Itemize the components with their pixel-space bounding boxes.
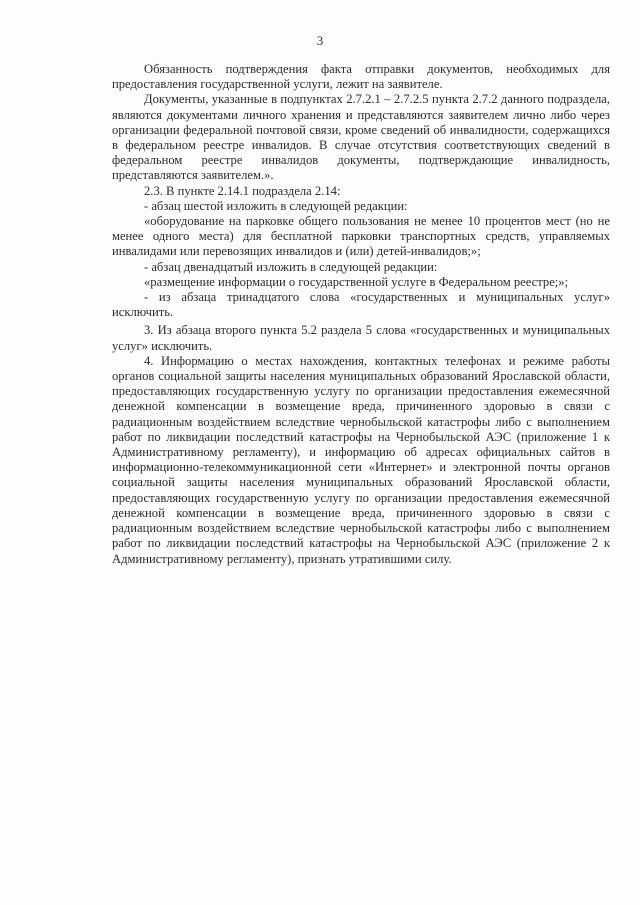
paragraph: «размещение информации о государственной услуге в Федеральном реестре;»; [144,274,569,289]
paragraph: - из абзаца тринадцатого слова «государственных и муниципальных услуг» исключить. [112,290,610,320]
paragraph: «оборудование на парковке общего пользования не менее 10 процентов мест (но не менее одного места) для бесплатной парковки транспортных средств, управляемых инвалидами или перевозящих инвалидов и (или) детей-инвалидов;»; [112,214,610,259]
page-number: 3 [316,33,324,48]
paragraph: - абзац двенадцатый изложить в следующей редакции: [144,259,438,274]
paragraph: - абзац шестой изложить в следующей редакции: [144,198,408,213]
paragraph: 4. Информацию о местах нахождения, контактных телефонах и режиме работы органов социальной защиты населения муниципальных образований Ярославской области, предоставляющих государственную услугу по организации предоставления ежемесячной денежной компенсации в возмещение вреда, причиненного здоровью в связи с радиационным воздействием вследствие чернобыльской катастрофы либо с выполнением работ по ликвидации последствий катастрофы на Чернобыльской АЭС (приложение 1 к Административному регламенту), и информацию об адресах официальных сайтов в информационно-телекоммуникационной сети «Интернет» и электронной почты органов социальной защиты населения муниципальных образований Ярославской области, предоставляющих государственную услугу по организации предоставления ежемесячной денежной компенсации в возмещение вреда, причиненного здоровью в связи с радиационным воздействием вследствие чернобыльской катастрофы либо с выполнением работ по ликвидации последствий катастрофы на Чернобыльской АЭС (приложение 2 к Административному регламенту), признать утратившими силу. [112,353,610,566]
paragraph: 2.3. В пункте 2.14.1 подраздела 2.14: [144,183,341,198]
paragraph: Документы, указанные в подпунктах 2.7.2.1 – 2.7.2.5 пункта 2.7.2 данного подраздела, являются документами личного хранения и представляются заявителем лично либо через организации федеральной почтовой связи, кроме сведений об инвалидности, содержащихся в федеральном реестре инвалидов. В случае отсутствия соответствующих сведений в федеральном реестре инвалидов документы, подтверждающие инвалидность, представляются заявителем.». [112,92,610,183]
paragraph: Обязанность подтверждения факта отправки документов, необходимых для предоставления государственной услуги, лежит на заявителе. [112,62,610,92]
document-body [112,62,610,567]
paragraph: 3. Из абзаца второго пункта 5.2 раздела 5 слова «государственных и муниципальных услуг» исключить. [112,323,610,353]
